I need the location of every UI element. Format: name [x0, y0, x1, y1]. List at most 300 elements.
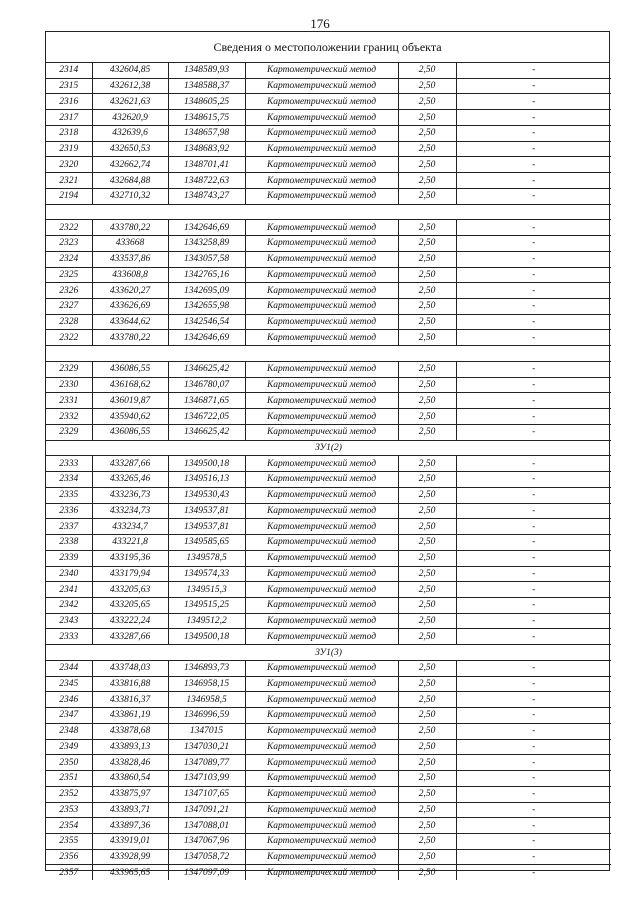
method-cell: Картометрический метод: [245, 739, 398, 755]
table-row: [46, 63, 611, 78]
table-row: [46, 802, 611, 818]
x-coordinate-cell: 433195,36: [92, 550, 168, 566]
description-cell: -: [456, 361, 611, 377]
x-coordinate-cell: 433222,24: [92, 613, 168, 629]
y-coordinate-cell: 1349585,65: [168, 535, 245, 551]
accuracy-cell: 2,50: [398, 267, 456, 283]
table-row: [46, 739, 611, 755]
description-cell: -: [456, 456, 611, 472]
description-cell: -: [456, 692, 611, 708]
description-cell: -: [456, 865, 611, 880]
table-row: [46, 110, 611, 126]
accuracy-cell: 2,50: [398, 487, 456, 503]
point-number-cell: 2318: [46, 125, 92, 141]
description-cell: -: [456, 78, 611, 94]
y-coordinate-cell: 1343258,89: [168, 236, 245, 252]
y-coordinate-cell: 1348605,25: [168, 94, 245, 110]
table-row: [46, 141, 611, 157]
section-header-row: [46, 440, 611, 456]
table-row: [46, 613, 611, 629]
table-row: [46, 283, 611, 299]
table-row: [46, 220, 611, 236]
table-row: [46, 173, 611, 189]
table-row: [46, 251, 611, 267]
accuracy-cell: 2,50: [398, 393, 456, 409]
y-coordinate-cell: 1342546,54: [168, 314, 245, 330]
point-number-cell: 2320: [46, 157, 92, 173]
accuracy-cell: 2,50: [398, 283, 456, 299]
method-cell: Картометрический метод: [245, 377, 398, 393]
y-coordinate-cell: 1347089,77: [168, 755, 245, 771]
description-cell: -: [456, 110, 611, 126]
x-coordinate-cell: 432604,85: [92, 63, 168, 78]
description-cell: -: [456, 251, 611, 267]
table-row: [46, 314, 611, 330]
y-coordinate-cell: 1349578,5: [168, 550, 245, 566]
method-cell: Картометрический метод: [245, 330, 398, 346]
description-cell: -: [456, 472, 611, 488]
method-cell: Картометрический метод: [245, 220, 398, 236]
method-cell: Картометрический метод: [245, 94, 398, 110]
x-coordinate-cell: 433878,68: [92, 723, 168, 739]
table-title: Сведения о местоположении границ объекта: [46, 32, 609, 63]
table-row: [46, 676, 611, 692]
y-coordinate-cell: 1347030,21: [168, 739, 245, 755]
x-coordinate-cell: 436086,55: [92, 424, 168, 440]
method-cell: Картометрический метод: [245, 723, 398, 739]
x-coordinate-cell: 432710,32: [92, 188, 168, 204]
x-coordinate-cell: 433668: [92, 236, 168, 252]
description-cell: -: [456, 393, 611, 409]
y-coordinate-cell: 1347091,21: [168, 802, 245, 818]
x-coordinate-cell: 433965,65: [92, 865, 168, 880]
table-row: [46, 78, 611, 94]
point-number-cell: 2357: [59, 867, 79, 878]
method-cell: Картометрический метод: [245, 708, 398, 724]
description-cell: -: [456, 629, 611, 645]
separator-cell: [46, 346, 611, 362]
description-cell: -: [456, 424, 611, 440]
point-number-cell: 2352: [46, 786, 92, 802]
x-coordinate-cell: 433234,7: [92, 519, 168, 535]
accuracy-cell: 2,50: [398, 535, 456, 551]
table-row: [46, 755, 611, 771]
method-cell: Картометрический метод: [245, 519, 398, 535]
method-cell: Картометрический метод: [245, 141, 398, 157]
x-coordinate-cell: 433221,8: [92, 535, 168, 551]
point-number-cell: 2194: [46, 188, 92, 204]
method-cell: Картометрический метод: [245, 409, 398, 425]
table-row: [46, 267, 611, 283]
y-coordinate-cell: 1346871,65: [168, 393, 245, 409]
point-number-cell: 2346: [46, 692, 92, 708]
point-number-cell: 2329: [46, 361, 92, 377]
description-cell: -: [456, 141, 611, 157]
point-number-cell: 2348: [46, 723, 92, 739]
x-coordinate-cell: 432684,88: [92, 173, 168, 189]
table-row: [46, 236, 611, 252]
point-number-cell: 2316: [46, 94, 92, 110]
accuracy-cell: 2,50: [398, 566, 456, 582]
y-coordinate-cell: 1346996,59: [168, 708, 245, 724]
table-row: [46, 393, 611, 409]
x-coordinate-cell: 433265,46: [92, 472, 168, 488]
x-coordinate-cell: 432662,74: [92, 157, 168, 173]
description-cell: -: [456, 188, 611, 204]
table-row: [46, 377, 611, 393]
table-row: [46, 424, 611, 440]
description-cell: -: [456, 582, 611, 598]
accuracy-cell: 2,50: [398, 597, 456, 613]
description-cell: -: [456, 739, 611, 755]
accuracy-cell: 2,50: [398, 314, 456, 330]
method-cell: Картометрический метод: [245, 503, 398, 519]
point-number-cell: 2335: [46, 487, 92, 503]
point-number-cell: 2333: [46, 629, 92, 645]
description-cell: -: [456, 566, 611, 582]
method-cell: Картометрический метод: [245, 125, 398, 141]
table-row: [46, 597, 611, 613]
x-coordinate-cell: 433919,01: [92, 833, 168, 849]
x-coordinate-cell: 433897,36: [92, 818, 168, 834]
accuracy-cell: 2,50: [398, 692, 456, 708]
point-number-cell: 2350: [46, 755, 92, 771]
point-number-cell: 2349: [46, 739, 92, 755]
accuracy-cell: 2,50: [398, 723, 456, 739]
point-number-cell: 2344: [46, 660, 92, 676]
accuracy-cell: 2,50: [398, 833, 456, 849]
accuracy-cell: 2,50: [398, 409, 456, 425]
point-number-cell: 2327: [46, 299, 92, 315]
accuracy-cell: 2,50: [398, 629, 456, 645]
x-coordinate-cell: 432620,9: [92, 110, 168, 126]
point-number-cell: 2334: [46, 472, 92, 488]
accuracy-cell: 2,50: [398, 755, 456, 771]
y-coordinate-cell: 1349500,18: [168, 456, 245, 472]
accuracy-cell: 2,50: [398, 550, 456, 566]
method-cell: Картометрический метод: [245, 283, 398, 299]
x-coordinate-cell: 433608,8: [92, 267, 168, 283]
y-coordinate-cell: 1343057,58: [168, 251, 245, 267]
point-number-cell: 2345: [46, 676, 92, 692]
table-row: [46, 550, 611, 566]
table-row: [46, 818, 611, 834]
point-number-cell: 2317: [46, 110, 92, 126]
table-row: [46, 94, 611, 110]
description-cell: -: [456, 487, 611, 503]
x-coordinate-cell: 436168,62: [92, 377, 168, 393]
x-coordinate-cell: 433537,86: [92, 251, 168, 267]
method-cell: Картометрический метод: [245, 818, 398, 834]
table-body: [46, 63, 611, 880]
description-cell: -: [456, 597, 611, 613]
y-coordinate-cell: 1346722,05: [168, 409, 245, 425]
point-number-cell: 2326: [46, 283, 92, 299]
accuracy-cell: 2,50: [398, 236, 456, 252]
description-cell: -: [456, 802, 611, 818]
accuracy-cell: 2,50: [398, 849, 456, 865]
separator-cell: [46, 204, 611, 220]
method-cell: Картометрический метод: [245, 472, 398, 488]
x-coordinate-cell: 432612,38: [92, 78, 168, 94]
y-coordinate-cell: 1347097,09: [168, 865, 245, 880]
point-number-cell: 2331: [46, 393, 92, 409]
description-cell: -: [456, 660, 611, 676]
y-coordinate-cell: 1348589,93: [168, 63, 245, 78]
y-coordinate-cell: 1348743,27: [168, 188, 245, 204]
method-cell: Картометрический метод: [245, 63, 398, 78]
table-row: [46, 660, 611, 676]
table-row: [46, 708, 611, 724]
x-coordinate-cell: 436086,55: [92, 361, 168, 377]
point-number-cell: 2351: [46, 771, 92, 787]
table-row: [46, 361, 611, 377]
point-number-cell: 2356: [46, 849, 92, 865]
x-coordinate-cell: 433828,46: [92, 755, 168, 771]
point-number-cell: 2322: [46, 330, 92, 346]
method-cell: Картометрический метод: [245, 865, 398, 880]
table-row: [46, 157, 611, 173]
method-cell: Картометрический метод: [245, 157, 398, 173]
point-number-cell: 2341: [46, 582, 92, 598]
description-cell: -: [456, 157, 611, 173]
section-header-row: [46, 645, 611, 661]
description-cell: -: [456, 377, 611, 393]
method-cell: Картометрический метод: [245, 236, 398, 252]
table-row: [46, 771, 611, 787]
table-row: [46, 487, 611, 503]
accuracy-cell: 2,50: [398, 173, 456, 189]
point-number-cell: 2336: [46, 503, 92, 519]
method-cell: Картометрический метод: [245, 692, 398, 708]
x-coordinate-cell: 433234,73: [92, 503, 168, 519]
table-row: [46, 849, 611, 865]
x-coordinate-cell: 432621,63: [92, 94, 168, 110]
accuracy-cell: 2,50: [398, 472, 456, 488]
y-coordinate-cell: 1342695,09: [168, 283, 245, 299]
accuracy-cell: 2,50: [398, 125, 456, 141]
point-number-cell: 2337: [46, 519, 92, 535]
separator-row: [46, 346, 611, 362]
table-row: [46, 299, 611, 315]
y-coordinate-cell: 1342646,69: [168, 220, 245, 236]
description-cell: -: [456, 613, 611, 629]
y-coordinate-cell: 1346780,07: [168, 377, 245, 393]
table-row: [46, 125, 611, 141]
accuracy-cell: 2,50: [398, 188, 456, 204]
point-number-cell: 2342: [46, 597, 92, 613]
method-cell: Картометрический метод: [245, 597, 398, 613]
table-row: [46, 503, 611, 519]
description-cell: -: [456, 771, 611, 787]
x-coordinate-cell: 433620,27: [92, 283, 168, 299]
method-cell: Картометрический метод: [245, 566, 398, 582]
table-row: [46, 472, 611, 488]
y-coordinate-cell: 1349515,3: [168, 582, 245, 598]
accuracy-cell: 2,50: [398, 582, 456, 598]
y-coordinate-cell: 1347058,72: [168, 849, 245, 865]
x-coordinate-cell: 433644,62: [92, 314, 168, 330]
accuracy-cell: 2,50: [398, 613, 456, 629]
x-coordinate-cell: 433816,37: [92, 692, 168, 708]
table-row: [46, 582, 611, 598]
method-cell: Картометрический метод: [245, 755, 398, 771]
x-coordinate-cell: 433748,03: [92, 660, 168, 676]
point-number-cell: 2315: [46, 78, 92, 94]
y-coordinate-cell: 1348683,92: [168, 141, 245, 157]
point-number-cell: 2319: [46, 141, 92, 157]
x-coordinate-cell: 433780,22: [92, 330, 168, 346]
table-row: [46, 833, 611, 849]
x-coordinate-cell: 433236,73: [92, 487, 168, 503]
page-number: 176: [310, 16, 330, 31]
y-coordinate-cell: 1342765,16: [168, 267, 245, 283]
method-cell: Картометрический метод: [245, 173, 398, 189]
description-cell: -: [456, 676, 611, 692]
point-number-cell: 2330: [46, 377, 92, 393]
table-row: [46, 629, 611, 645]
y-coordinate-cell: 1347015: [168, 723, 245, 739]
y-coordinate-cell: 1346958,15: [168, 676, 245, 692]
description-cell: -: [456, 755, 611, 771]
method-cell: Картометрический метод: [245, 314, 398, 330]
accuracy-cell: 2,50: [398, 865, 456, 880]
x-coordinate-cell: 433816,88: [92, 676, 168, 692]
point-number-cell: 2332: [46, 409, 92, 425]
description-cell: -: [456, 94, 611, 110]
description-cell: -: [456, 503, 611, 519]
point-number-cell: 2354: [46, 818, 92, 834]
table-row: [46, 786, 611, 802]
y-coordinate-cell: 1348657,98: [168, 125, 245, 141]
y-coordinate-cell: 1349500,18: [168, 629, 245, 645]
y-coordinate-cell: 1348588,37: [168, 78, 245, 94]
accuracy-cell: 2,50: [398, 141, 456, 157]
point-number-cell: 2328: [46, 314, 92, 330]
method-cell: Картометрический метод: [245, 487, 398, 503]
y-coordinate-cell: 1349574,33: [168, 566, 245, 582]
description-cell: -: [456, 786, 611, 802]
x-coordinate-cell: 433780,22: [92, 220, 168, 236]
table-row: [46, 456, 611, 472]
y-coordinate-cell: 1349537,81: [168, 519, 245, 535]
y-coordinate-cell: 1346958,5: [168, 692, 245, 708]
table-row: [46, 519, 611, 535]
description-cell: -: [456, 535, 611, 551]
accuracy-cell: 2,50: [398, 660, 456, 676]
method-cell: Картометрический метод: [245, 676, 398, 692]
accuracy-cell: 2,50: [398, 739, 456, 755]
description-cell: -: [456, 267, 611, 283]
y-coordinate-cell: 1348701,41: [168, 157, 245, 173]
description-cell: -: [456, 125, 611, 141]
table-row: [46, 535, 611, 551]
accuracy-cell: 2,50: [398, 424, 456, 440]
method-cell: Картометрический метод: [245, 424, 398, 440]
accuracy-cell: 2,50: [398, 676, 456, 692]
accuracy-cell: 2,50: [398, 708, 456, 724]
description-cell: -: [456, 299, 611, 315]
point-number-cell: 2314: [46, 63, 92, 78]
y-coordinate-cell: 1347088,01: [168, 818, 245, 834]
point-number-cell: 2343: [46, 613, 92, 629]
x-coordinate-cell: 436019,87: [92, 393, 168, 409]
description-cell: -: [456, 550, 611, 566]
description-cell: -: [456, 409, 611, 425]
x-coordinate-cell: 433179,94: [92, 566, 168, 582]
table-row: [46, 692, 611, 708]
table-row: [46, 566, 611, 582]
description-cell: -: [456, 818, 611, 834]
point-number-cell: 2333: [46, 456, 92, 472]
method-cell: Картометрический метод: [245, 613, 398, 629]
method-cell: Картометрический метод: [245, 629, 398, 645]
x-coordinate-cell: 433626,69: [92, 299, 168, 315]
x-coordinate-cell: 433875,97: [92, 786, 168, 802]
method-cell: Картометрический метод: [245, 267, 398, 283]
accuracy-cell: 2,50: [398, 377, 456, 393]
y-coordinate-cell: 1346625,42: [168, 361, 245, 377]
x-coordinate-cell: 433861,19: [92, 708, 168, 724]
table-row: [46, 723, 611, 739]
method-cell: Картометрический метод: [245, 833, 398, 849]
accuracy-cell: 2,50: [398, 94, 456, 110]
x-coordinate-cell: 433205,65: [92, 597, 168, 613]
separator-row: [46, 204, 611, 220]
description-cell: -: [456, 723, 611, 739]
method-cell: Картометрический метод: [245, 456, 398, 472]
x-coordinate-cell: 432639,6: [92, 125, 168, 141]
table-row: [46, 865, 611, 880]
accuracy-cell: 2,50: [398, 456, 456, 472]
point-number-cell: 2339: [46, 550, 92, 566]
method-cell: Картометрический метод: [245, 786, 398, 802]
x-coordinate-cell: 433860,54: [92, 771, 168, 787]
point-number-cell: 2329: [46, 424, 92, 440]
point-number-cell: 2323: [46, 236, 92, 252]
accuracy-cell: 2,50: [398, 519, 456, 535]
x-coordinate-cell: 435940,62: [92, 409, 168, 425]
accuracy-cell: 2,50: [398, 802, 456, 818]
y-coordinate-cell: 1349515,25: [168, 597, 245, 613]
y-coordinate-cell: 1348615,75: [168, 110, 245, 126]
x-coordinate-cell: 433287,66: [92, 629, 168, 645]
y-coordinate-cell: 1349516,13: [168, 472, 245, 488]
description-cell: -: [456, 236, 611, 252]
method-cell: Картометрический метод: [245, 251, 398, 267]
method-cell: Картометрический метод: [245, 188, 398, 204]
method-cell: Картометрический метод: [245, 849, 398, 865]
boundary-coordinates-table: [46, 63, 611, 880]
y-coordinate-cell: 1347103,99: [168, 771, 245, 787]
table-row: [46, 330, 611, 346]
method-cell: Картометрический метод: [245, 660, 398, 676]
method-cell: Картометрический метод: [245, 393, 398, 409]
point-number-cell: 2353: [46, 802, 92, 818]
point-number-cell: 2321: [46, 173, 92, 189]
accuracy-cell: 2,50: [398, 78, 456, 94]
method-cell: Картометрический метод: [245, 535, 398, 551]
method-cell: Картометрический метод: [245, 110, 398, 126]
point-number-cell: 2347: [46, 708, 92, 724]
accuracy-cell: 2,50: [398, 110, 456, 126]
accuracy-cell: 2,50: [398, 818, 456, 834]
description-cell: -: [456, 173, 611, 189]
x-coordinate-cell: 433287,66: [92, 456, 168, 472]
accuracy-cell: 2,50: [398, 786, 456, 802]
description-cell: -: [456, 708, 611, 724]
accuracy-cell: 2,50: [398, 503, 456, 519]
